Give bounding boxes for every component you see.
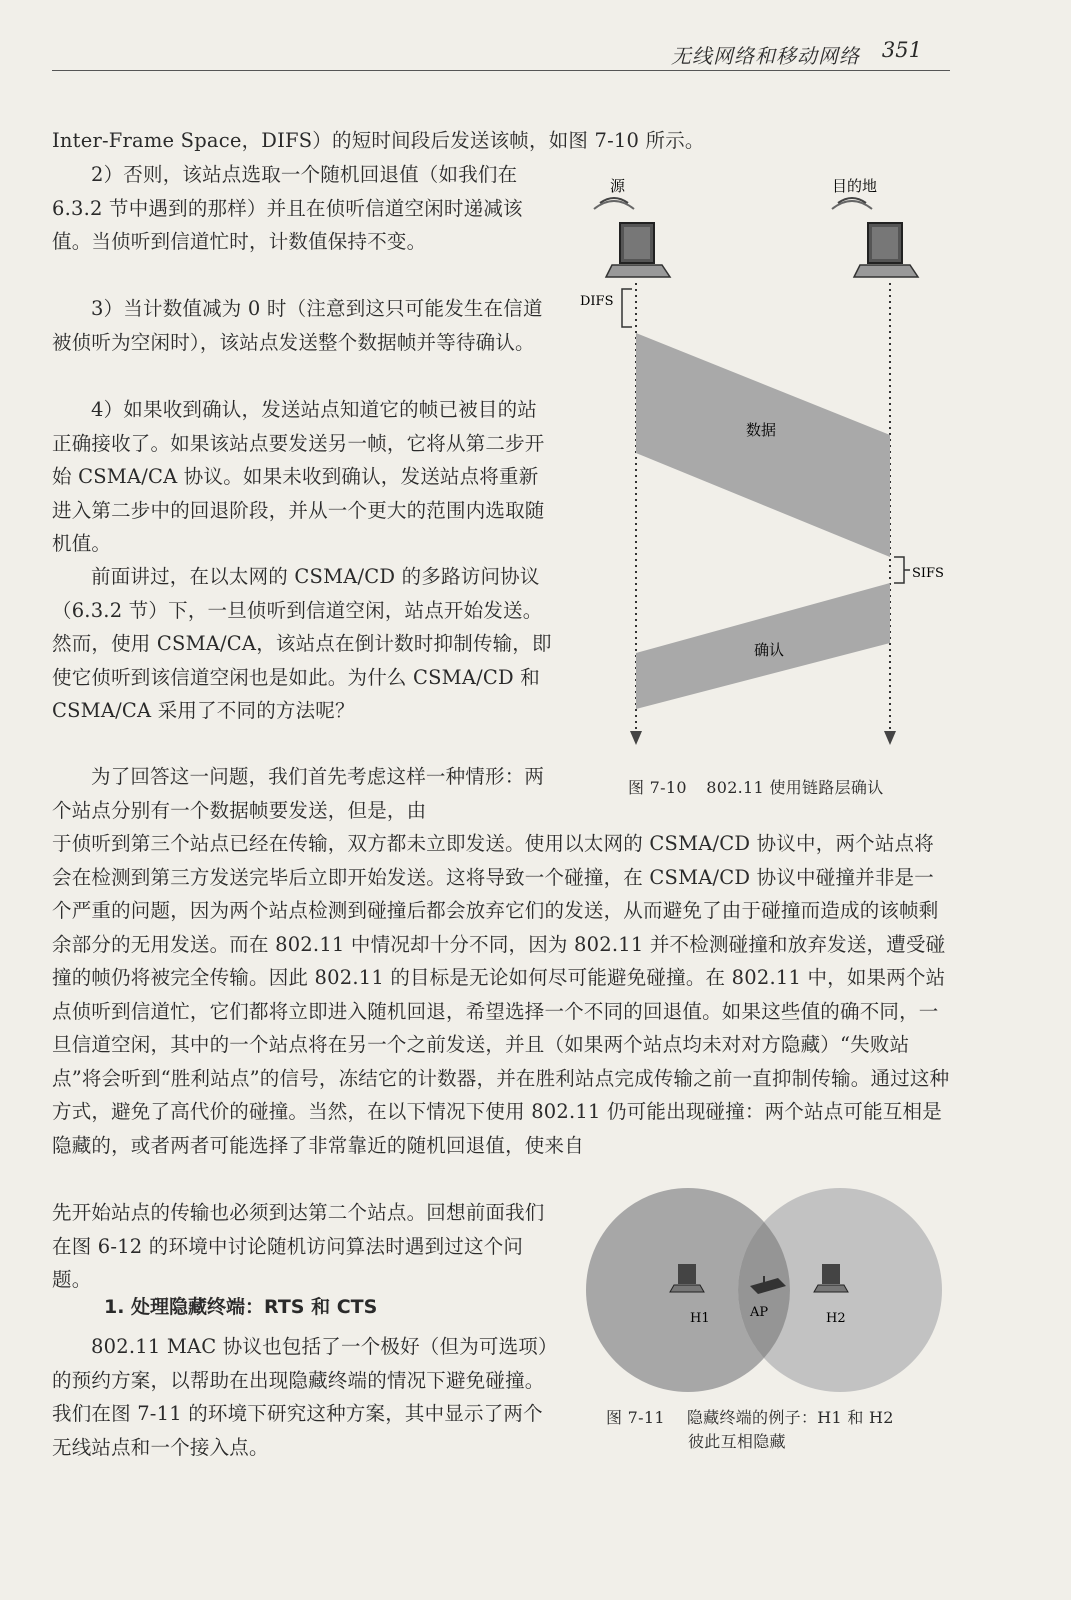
caption-text: 802.11 使用链路层确认 [706,778,884,797]
sifs-bracket [894,557,904,583]
ack-label: 确认 [754,641,785,659]
h2-label: H2 [826,1311,846,1326]
destination-laptop-icon [832,198,918,277]
data-frame-band [636,333,890,557]
hidden-terminal-diagram [578,1182,950,1392]
paragraph-step-2: 2）否则，该站点选取一个随机回退值（如我们在 6.3.2 节中遇到的那样）并且在侦听信道空闲时递减该值。当侦听到信道忙时，计数值保持不变。 [52,163,523,253]
destination-time-arrow [884,731,896,745]
figure-7-11-caption [606,1406,950,1454]
caption-line-2: 彼此互相隐藏 [688,1432,786,1451]
paragraph-step-3: 3）当计数值减为 0 时（注意到这只可能发生在信道被侦听为空闲时），该站点发送整个数据帧并等待确认。 [52,297,543,354]
link-layer-ack-diagram [570,165,950,805]
figure-7-10 [570,165,950,805]
running-header [52,36,950,71]
paragraph-difs-end: Inter-Frame Space，DIFS）的短时间段后发送该帧，如图 7-10 所示。 [52,129,705,152]
page-number: 351 [881,38,922,62]
caption-number: 图 7-11 [606,1408,665,1427]
destination-label: 目的地 [832,177,878,195]
source-laptop-icon [594,198,670,277]
h1-label: H1 [690,1311,710,1326]
paragraph-collision-body: 于侦听到第三个站点已经在传输，双方都未立即发送。使用以太网的 CSMA/CD 协议中，两个站点将会在检测到第三方发送完毕后立即开始发送。这将导致一个碰撞，在 CSMA/CD 协议中碰撞并非是一个严重的问题，因为两个站点检测到碰撞后都会放弃它们的发送，从而避免了由于碰撞而造成的该帧剩余部分的无用发送。而在 802.11 中情况却十分不同，因为 802.11 并不检测碰撞和放弃发送，遭受碰撞的帧仍将被完全传输。因此 802.11 的目标是无论如何尽可能避免碰撞。在 802.11 中，如果两个站点侦听到信道忙，它们都将立即进入随机回退，希望选择一个不同的回退值。如果这些值的确不同，一旦信道空闲，其中的一个站点将在另一个之前发送，并且（如果两个站点均未对对方隐藏）“失败站点”将会听到“胜利站点”的信号，冻结它的计数器，并在胜利站点完成传输之前一直抑制传输。通过这种方式，避免了高代价的碰撞。当然，在以下情况下使用 802.11 仍可能出现碰撞：两个站点可能互相是隐藏的，或者两者可能选择了非常靠近的随机回退值，使来自 [52,832,950,1157]
sifs-label: SIFS [912,566,944,581]
paragraph-collision-end: 先开始站点的传输也必须到达第二个站点。回想前面我们在图 6-12 的环境中讨论随机访问算法时遇到过这个问题。 [52,1201,545,1291]
paragraph-rts-cts: 802.11 MAC 协议也包括了一个极好（但为可选项）的预约方案，以帮助在出现隐藏终端的情况下避免碰撞。我们在图 7-11 的环境下研究这种方案，其中显示了两个无线站点和一个接入点。 [52,1335,548,1459]
difs-label: DIFS [580,294,614,309]
source-time-arrow [630,731,642,745]
ap-label: AP [750,1305,769,1320]
section-heading-hidden-terminal: 1. 处理隐藏终端：RTS 和 CTS [104,1296,378,1318]
paragraph-collision-start: 为了回答这一问题，我们首先考虑这样一种情形：两个站点分别有一个数据帧要发送，但是，由 [52,765,545,822]
paragraph-step-4: 4）如果收到确认，发送站点知道它的帧已被目的站正确接收了。如果该站点要发送另一帧，它将从第二步开始 CSMA/CA 协议。如果未收到确认，发送站点将重新进入第二步中的回退阶段，并从一个更大的范围内选取随机值。 [52,398,545,555]
caption-line-1: 隐藏终端的例子：H1 和 H2 [686,1408,894,1427]
figure-7-11 [578,1182,950,1392]
difs-bracket [622,289,632,327]
caption-number: 图 7-10 [628,778,687,797]
data-label: 数据 [746,421,777,439]
source-label: 源 [610,177,626,195]
figure-7-10-caption [628,776,948,800]
paragraph-csma-comparison: 前面讲过，在以太网的 CSMA/CD 的多路访问协议（6.3.2 节）下，一旦侦听到信道空闲，站点开始发送。然而，使用 CSMA/CA，该站点在倒计数时抑制传输，即使它侦听到该信道空闲也是如此。为什么 CSMA/CD 和 CSMA/CA 采用了不同的方法呢？ [52,565,552,722]
chapter-title: 无线网络和移动网络 [671,44,860,68]
